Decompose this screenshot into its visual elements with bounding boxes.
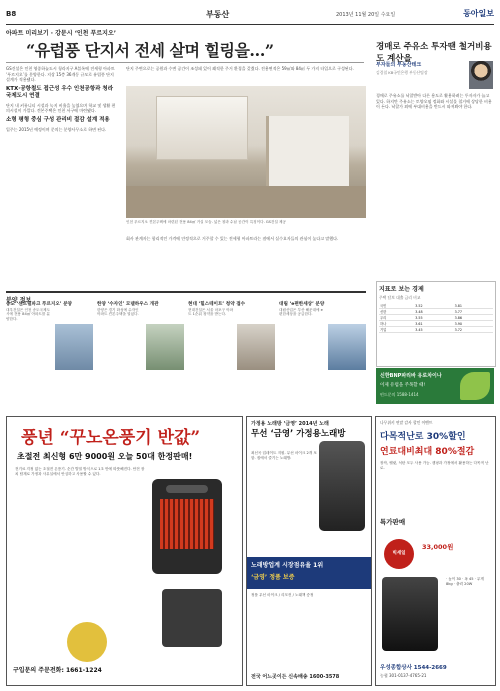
article-mid-body-2: 회사 관계자는 합리적인 가격에 안정적으로 거주할 수 있는 전세형 아파트라는 점에서 실수요자들의 관심이 높다고 말했다. bbox=[126, 236, 339, 241]
bnp-line3: 펀드문의 1588-1414 bbox=[380, 392, 419, 397]
rate-subtitle: 주택 담보 대출 금리 비교 bbox=[379, 295, 421, 300]
rate-table bbox=[379, 303, 493, 333]
article-mid-top bbox=[126, 66, 366, 84]
article-mid-bottom bbox=[126, 236, 366, 288]
rate-cell: 3.90 bbox=[454, 321, 493, 327]
bnp-line2: 이제 유럽을 주목할 때! bbox=[380, 383, 426, 388]
listing-item bbox=[97, 302, 184, 407]
article-subhead-2: 소형 평형 중심 구성 관리비 절감 설계 적용 bbox=[6, 116, 110, 123]
heater-ad[interactable] bbox=[6, 416, 243, 686]
stove-phone: 우성종합상사 1544-2669 bbox=[380, 665, 447, 671]
listing-image bbox=[237, 324, 275, 370]
rate-cell: 3.48 bbox=[414, 309, 453, 315]
article-body-1: GS건설은 인천 영종하늘도시 청라지구 A블록에 전세형 아파트 ‘푸르지오’를 분양한다. 지상 15층 36개동 규모로 유럽풍 단지 설계가 적용됐다. bbox=[6, 66, 115, 82]
main-headline: “유럽풍 단지서 전세 살며 힐링을…” bbox=[26, 41, 274, 60]
bank-cell: 우리 bbox=[379, 315, 414, 321]
karaoke-banner bbox=[247, 557, 371, 589]
heater-image bbox=[152, 479, 222, 574]
rate-cell: 3.55 bbox=[414, 315, 453, 321]
bnp-line1: 신한BNP파리바 유로차이나 bbox=[380, 373, 442, 379]
karaoke-banner-1: 노래방업계 시장점유율 1위 bbox=[251, 562, 324, 569]
listing-text: 현대건설은 서울 마포구 아파트 1순위 청약을 받는다. bbox=[188, 307, 234, 317]
karaoke-device-image bbox=[319, 441, 365, 531]
stove-body: 장작, 펠릿, 석탄 모두 사용 가능. 캠핑과 가정에서 활용하는 다목적 난로. bbox=[380, 461, 489, 470]
headline-rule bbox=[6, 62, 364, 63]
listing-head: 현대 ‘힐스테이트’ 청약 접수 bbox=[188, 302, 246, 307]
karaoke-kicker: 가정용 노래방 ‘금영’ 2014년 노래 bbox=[251, 421, 329, 427]
karaoke-text: 최신곡 업데이트 지원. 무선 마이크 2개 포함. 집에서 즐기는 노래방. bbox=[251, 451, 317, 460]
right-column bbox=[376, 61, 494, 284]
page-number: B8 bbox=[6, 10, 17, 18]
karaoke-title: 무선 ‘금영’ 가정용노래방 bbox=[251, 429, 346, 439]
listing-text: 대림산업은 부산 해운대에 e편한세상을 공급한다. bbox=[279, 307, 323, 317]
heater-top bbox=[166, 485, 208, 493]
photo-window bbox=[156, 96, 248, 160]
listing-item bbox=[188, 302, 275, 407]
listing-image bbox=[55, 324, 93, 370]
author-portrait bbox=[469, 61, 493, 89]
right-column-body: 경매로 주유소를 낙찰받아 다른 용도로 활용하려는 투자자가 늘고 있다. 하지만 주유소는 토양오염 정화와 시설물 철거에 상당한 비용이 든다. 낙찰가 외에 부대비용을 반드시 따져봐야 한다. bbox=[376, 93, 492, 109]
stove-spec: · 높이 30 · 폭 45 · 무게 8kg · 출력 20W bbox=[446, 577, 484, 586]
karaoke-ad[interactable] bbox=[246, 416, 372, 686]
article-left-column bbox=[6, 66, 118, 288]
karaoke-banner-2: ‘금영’ 정품 보증 bbox=[251, 574, 295, 581]
rate-cell: 3.81 bbox=[454, 303, 493, 309]
bank-cell: 기업 bbox=[379, 327, 414, 333]
listing-head: 한양 ‘수자인’ 모델하우스 개관 bbox=[97, 302, 159, 307]
bank-cell: 국민 bbox=[379, 303, 414, 309]
heater-ad-title: 풍년 “꾸노온풍기 반값” bbox=[21, 428, 201, 448]
newspaper-page bbox=[6, 6, 494, 685]
listing-head: 송도 ‘센트럴파크 푸르지오’ 분양 bbox=[6, 302, 72, 307]
rate-cell: 3.61 bbox=[414, 321, 453, 327]
rate-cell: 3.45 bbox=[414, 327, 453, 333]
article-body-3: 입주는 2015년 예정이며 문의는 분양사무소로 하면 된다. bbox=[6, 126, 107, 132]
right-headline: 경매로 주유소 투자땐 철거비용도 계산을 bbox=[376, 42, 492, 64]
heater-grill bbox=[160, 499, 214, 549]
section-title: 부동산 bbox=[206, 10, 230, 19]
rate-cell: 3.72 bbox=[454, 327, 493, 333]
article-mid-body-1: 단지 주변으로는 공원과 수변 공간이 조성돼 있어 쾌적한 주거 환경을 갖췄다. 전용면적은 59㎡와 84㎡ 두 가지 타입으로 구성된다. bbox=[126, 66, 354, 71]
stove-ad[interactable] bbox=[375, 416, 496, 686]
photo-caption: 인천 푸르지오 견본주택에 마련된 전용 84㎡ 거실 모습. 넓은 창과 수납 공간이 특징이다. GS건설 제공 bbox=[126, 220, 286, 224]
rate-cell: 3.86 bbox=[454, 315, 493, 321]
seal-icon bbox=[67, 622, 107, 662]
listing-image bbox=[146, 324, 184, 370]
stove-line1: 다목적난로 30%할인 bbox=[380, 432, 466, 442]
stove-kicker: 나무위키 연말 감사 할인 이벤트 bbox=[380, 420, 433, 425]
bank-cell: 하나 bbox=[379, 321, 414, 327]
listing-item bbox=[6, 302, 93, 407]
rate-cell: 3.77 bbox=[454, 309, 493, 315]
stove-line2: 연료대비최대 80%절감 bbox=[380, 447, 475, 457]
paper-logo: 동아일보 bbox=[463, 9, 494, 18]
column-byline: 김경철 KB국민은행 부동산팀장 bbox=[376, 70, 428, 75]
heater-ad-subtitle: 초절전 최신형 6만 9000원 오늘 50대 한정판매! bbox=[17, 452, 193, 461]
bnp-logo-shape bbox=[460, 372, 490, 400]
table-row bbox=[379, 327, 493, 333]
karaoke-gifts: 정품 무선 마이크 / 리모컨 / 노래책 증정 bbox=[251, 593, 314, 597]
rate-table-box bbox=[376, 281, 496, 367]
rate-cell: 3.52 bbox=[414, 303, 453, 309]
stove-offer: 특가판매 bbox=[380, 518, 406, 526]
listing-head: 대림 ‘e편한세상’ 분양 bbox=[279, 302, 325, 307]
bank-cell: 신한 bbox=[379, 309, 414, 315]
stove-image bbox=[382, 577, 438, 651]
kicker: 아파트 미리보기 · 강문시 ‘인천 푸르지오’ bbox=[6, 30, 117, 37]
issue-date: 2013년 11월 20일 수요일 bbox=[336, 12, 396, 18]
article-subhead-1: KTX·공항철도 접근성 우수 인천공항과 청라국제도시 연결 bbox=[6, 85, 114, 99]
listing-text: 한양은 경기 화성에 수자인 아파트 견본주택을 열었다. bbox=[97, 307, 139, 317]
listing-text: 대우건설은 인천 송도국제도시에 전용 84㎡ 아파트를 분양한다. bbox=[6, 307, 50, 321]
listing-image bbox=[328, 324, 366, 370]
heater-ad-phone: 구입문의 주문전화: 1661-1224 bbox=[13, 667, 102, 674]
strip-title: 분양 정보 bbox=[6, 291, 366, 304]
article-body-2: 단지 내 커뮤니티 시설과 녹지 비율을 높였으며 학교 및 생활 편의시설이 가깝다. 견본주택은 인천 서구에 마련됐다. bbox=[6, 102, 116, 113]
karaoke-phone: 전국 어느곳이든 신속배송 1600-3578 bbox=[251, 674, 340, 680]
column-title: 부자들의 부동산테크 bbox=[376, 62, 422, 68]
interior-photo bbox=[126, 86, 366, 218]
sale-badge: 빅세일 bbox=[384, 539, 414, 569]
stove-price: 33,000원 bbox=[422, 543, 454, 551]
rate-title: 지표로 보는 경제 bbox=[379, 286, 424, 293]
photo-shelf bbox=[266, 116, 349, 186]
stove-account: 농협 301-0137-4765-21 bbox=[380, 673, 427, 678]
photo-floor bbox=[126, 186, 366, 218]
listing-item bbox=[279, 302, 366, 407]
page-header bbox=[6, 6, 494, 25]
heater-ad-body: 전기료 걱정 없는 초절전 온풍기. 순간 발열 방식으로 1초 만에 따뜻해진다. 안전 장치 탑재로 가정과 사무실에서 안심하고 사용할 수 있다. bbox=[15, 467, 145, 476]
bnp-fund-ad[interactable] bbox=[376, 368, 494, 404]
heater-image-2 bbox=[162, 589, 222, 647]
